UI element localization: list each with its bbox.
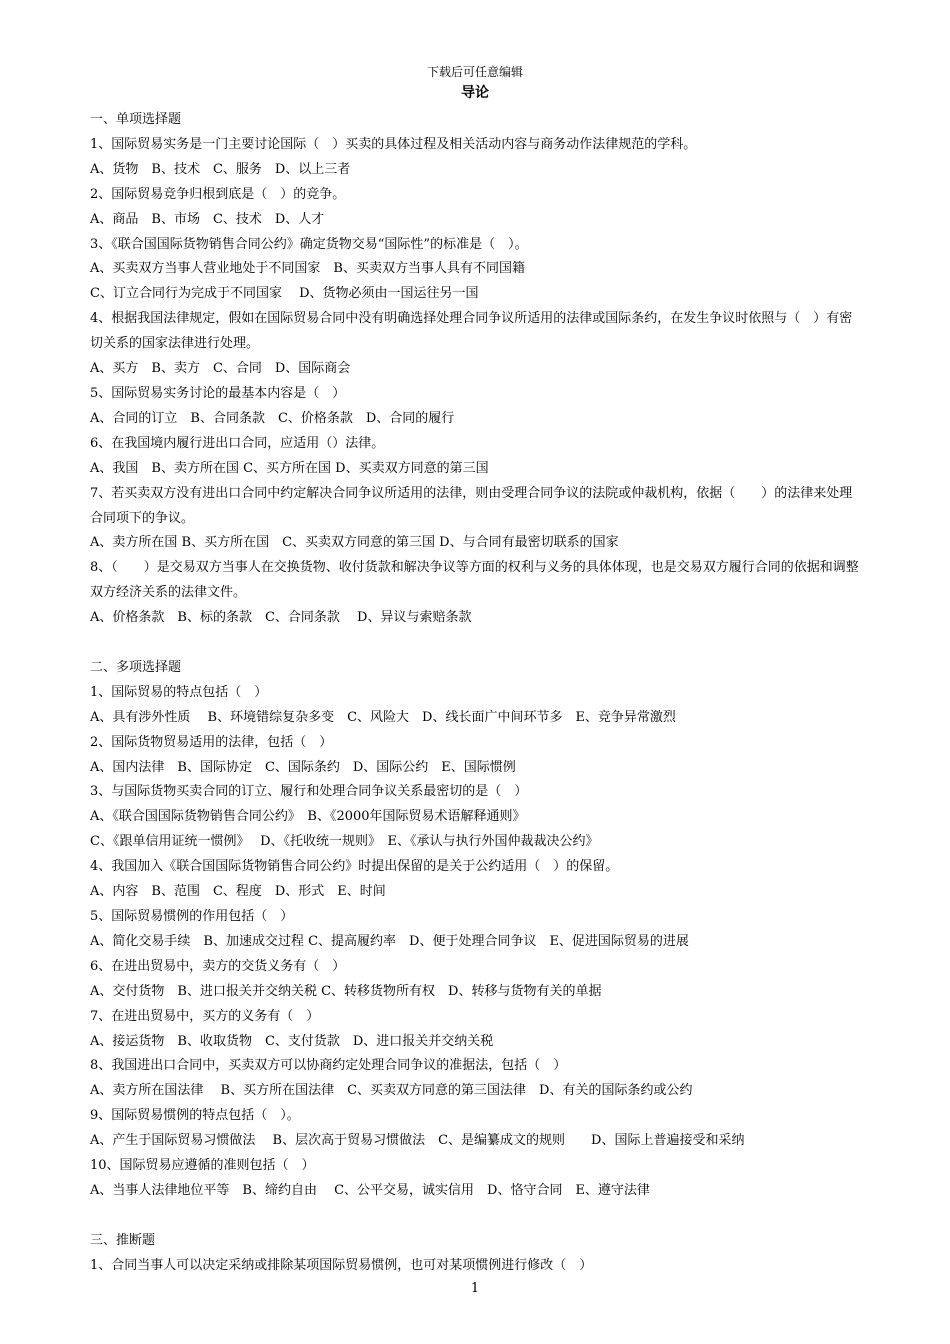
- question-text: 4、我国加入《联合国国际货物销售合同公约》时提出保留的是关于公约适用（ ）的保留。: [90, 859, 619, 875]
- question-text: 3、与国际货物买卖合同的订立、履行和处理合同争议关系最密切的是（ ）: [90, 784, 528, 800]
- question-text: 1、国际贸易的特点包括（ ）: [90, 684, 268, 700]
- question-text: 9、国际贸易惯例的特点包括（ ）。: [90, 1108, 300, 1124]
- question-text: 1、国际贸易实务是一门主要讨论国际（ ）买卖的具体过程及相关活动内容与商务动作法律规范的学科。: [90, 136, 697, 152]
- question-text: 8、我国进出口合同中，买卖双方可以协商约定处理合同争议的准据法，包括（ ）: [90, 1058, 567, 1074]
- answer-options: A、内容 B、范围 C、程度 D、形式 E、时间: [90, 884, 386, 900]
- question-text: 4、根据我国法律规定，假如在国际贸易合同中没有明确选择处理合同争议所适用的法律或国际条约，在发生争议时依照与（ ）有密切关系的国家法律进行处理。: [90, 311, 853, 352]
- question-text: 6、在我国境内履行进出口合同，应适用（）法律。: [90, 435, 385, 451]
- answer-options: A、买卖双方当事人营业地处于不同国家 B、买卖双方当事人具有不同国籍: [90, 261, 525, 277]
- answer-options: A、国内法律 B、国际协定 C、国际条约 D、国际公约 E、国际惯例: [90, 759, 516, 775]
- question-text: 8、（ ）是交易双方当事人在交换货物、收付货款和解决争议等方面的权利与义务的具体体现，也是交易双方履行合同的依据和调整双方经济关系的法律文件。: [90, 560, 859, 601]
- answer-options: A、卖方所在国 B、买方所在国 C、买卖双方同意的第三国 D、与合同有最密切联系的国家: [90, 535, 619, 551]
- section-heading-multiple-choice: 二、多项选择题: [90, 659, 182, 675]
- page-title: 导论: [461, 85, 489, 101]
- answer-options: A、卖方所在国法律 B、买方所在国法律 C、买卖双方同意的第三国法律 D、有关的国际条约或公约: [90, 1083, 693, 1099]
- spacer: [90, 1204, 862, 1229]
- question-text: 5、国际贸易实务讨论的最基本内容是（ ）: [90, 385, 346, 401]
- question-text: 5、国际贸易惯例的作用包括（ ）: [90, 908, 294, 924]
- answer-options: A、货物 B、技术 C、服务 D、以上三者: [90, 161, 351, 177]
- spacer: [90, 631, 862, 656]
- answer-options: A、当事人法律地位平等 B、缔约自由 C、公平交易，诚实信用 D、恪守合同 E、遵守法律: [90, 1182, 650, 1198]
- answer-options: A、我国 B、卖方所在国 C、买方所在国 D、买卖双方同意的第三国: [90, 460, 489, 476]
- question-text: 1、合同当事人可以决定采纳或排除某项国际贸易惯例，也可对某项惯例进行修改（ ）: [90, 1257, 593, 1273]
- section-heading-single-choice: 一、单项选择题: [90, 112, 182, 127]
- question-text: 3、《联合国国际货物销售合同公约》确定货物交易“国际性”的标准是（ ）。: [90, 236, 528, 252]
- answer-options: A、简化交易手续 B、加速成交过程 C、提高履约率 D、便于处理合同争议 E、促进国际贸易的进展: [90, 933, 689, 949]
- question-text: 2、国际贸易竞争归根到底是（ ）的竞争。: [90, 186, 346, 202]
- question-text: 2、国际货物贸易适用的法律，包括（ ）: [90, 734, 333, 750]
- answer-options: A、产生于国际贸易习惯做法 B、层次高于贸易习惯做法 C、是编纂成文的规则 D、国际上普遍接受和采纳: [90, 1133, 745, 1149]
- question-text: 6、在进出贸易中，卖方的交货义务有（ ）: [90, 958, 346, 974]
- question-text: 7、在进出贸易中，买方的义务有（ ）: [90, 1008, 320, 1024]
- answer-options: C、订立合同行为完成于不同国家 D、货物必须由一国运往另一国: [90, 286, 479, 302]
- answer-options: A、接运货物 B、收取货物 C、支付货款 D、进口报关并交纳关税: [90, 1033, 494, 1049]
- question-text: 10、国际贸易应遵循的准则包括（ ）: [90, 1158, 315, 1174]
- answer-options: A、合同的订立 B、合同条款 C、价格条款 D、合同的履行: [90, 410, 455, 426]
- answer-options: C、《跟单信用证统一惯例》 D、《托收统一规则》 E、《承认与执行外国仲裁裁决公约》: [90, 834, 599, 850]
- question-text: 7、若买卖双方没有进出口合同中约定解决合同争议所适用的法律，则由受理合同争议的法院或仲裁机构，依据（ ）的法律来处理合同项下的争议。: [90, 485, 853, 526]
- answer-options: A、价格条款 B、标的条款 C、合同条款 D、异议与索赔条款: [90, 610, 472, 626]
- section-heading-true-false: 三、推断题: [90, 1232, 156, 1248]
- page-header: 下载后可任意编辑: [426, 65, 523, 79]
- page-number: 1: [470, 1281, 480, 1296]
- answer-options: A、具有涉外性质 B、环境错综复杂多变 C、风险大 D、线长面广中间环节多 E、竞争异常激烈: [90, 709, 676, 725]
- answer-options: A、交付货物 B、进口报关并交纳关税 C、转移货物所有权 D、转移与货物有关的单据: [90, 983, 602, 999]
- answer-options: A、商品 B、市场 C、技术 D、人才: [90, 211, 325, 227]
- document-body: [90, 108, 862, 1279]
- answer-options: A、《联合国国际货物销售合同公约》 B、《2000年国际贸易术语解释通则》: [90, 809, 526, 825]
- answer-options: A、买方 B、卖方 C、合同 D、国际商会: [90, 361, 351, 377]
